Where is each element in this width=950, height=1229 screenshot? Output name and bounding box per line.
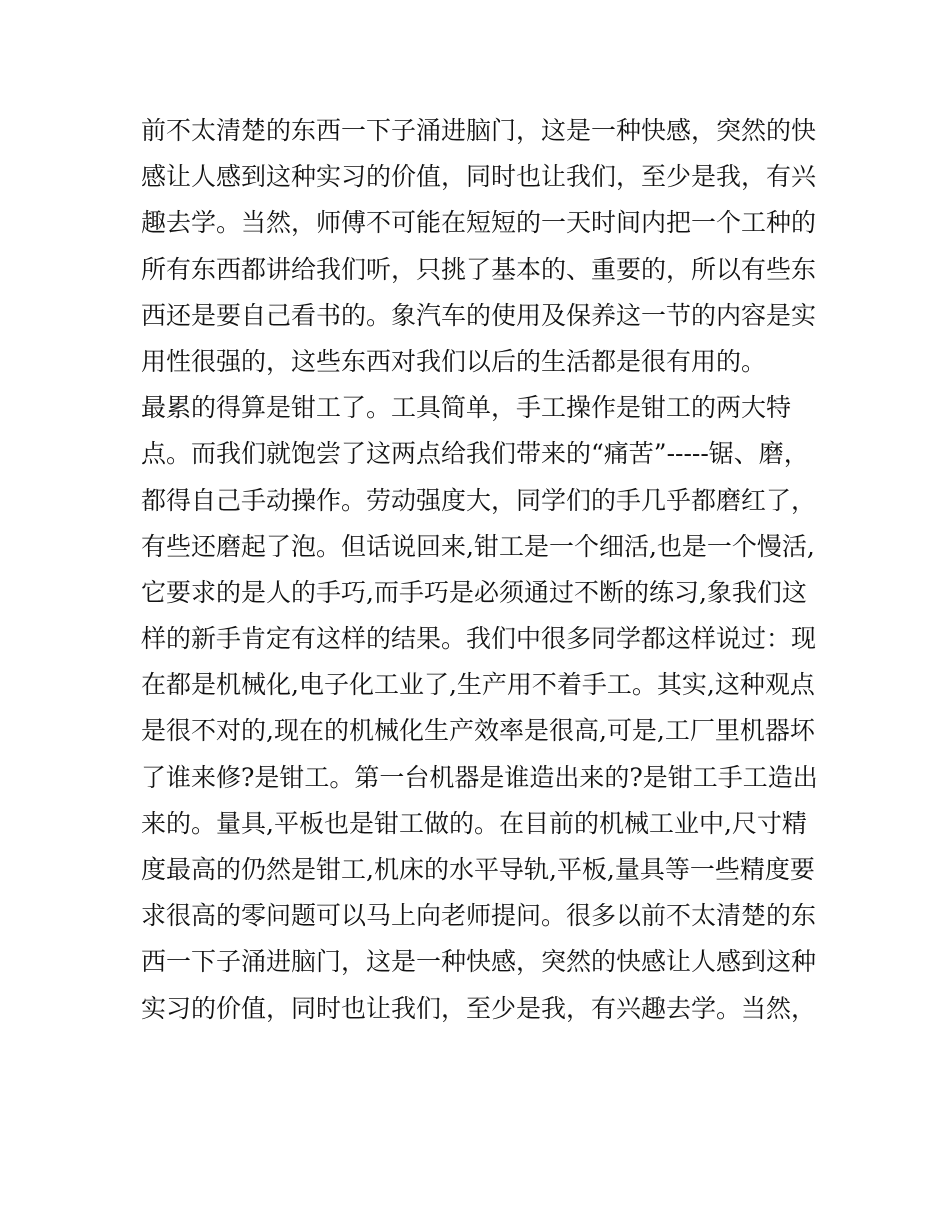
text-line: 它要求的是人的手巧,而手巧是必须通过不断的练习,象我们这 — [141, 577, 807, 607]
text-line: 实习的价值，同时也让我们，至少是我，有兴趣去学。当然， — [141, 993, 817, 1023]
text-line: 所有东西都讲给我们听，只挑了基本的、重要的，所以有些东 — [141, 254, 817, 284]
text-line: 感让人感到这种实习的价值，同时也让我们，至少是我，有兴 — [141, 162, 817, 192]
text-line: 都得自己手动操作。劳动强度大，同学们的手几乎都磨红了， — [141, 485, 817, 515]
text-line: 了谁来修?是钳工。第一台机器是谁造出来的?是钳工手工造出 — [141, 762, 818, 792]
document-body-text — [141, 108, 821, 1032]
text-line: 求很高的零问题可以马上向老师提问。很多以前不太清楚的东 — [141, 901, 817, 931]
text-line: 是很不对的,现在的机械化生产效率是很高,可是,工厂里机器坏 — [141, 716, 815, 746]
text-line: 来的。量具,平板也是钳工做的。在目前的机械工业中,尺寸精 — [141, 808, 807, 838]
text-line: 西一下子涌进脑门，这是一种快感，突然的快感让人感到这种 — [141, 947, 817, 977]
text-line: 度最高的仍然是钳工,机床的水平导轨,平板,量具等一些精度要 — [141, 855, 815, 884]
text-line: 用性很强的，这些东西对我们以后的生活都是很有用的。 — [141, 346, 767, 376]
text-line: 趣去学。当然，师傅不可能在短短的一天时间内把一个工种的 — [141, 208, 817, 238]
text-line: 西还是要自己看书的。象汽车的使用及保养这一节的内容是实 — [141, 300, 817, 330]
text-line: 最累的得算是钳工了。工具简单，手工操作是钳工的两大特 — [141, 393, 792, 423]
text-line: 点。而我们就饱尝了这两点给我们带来的“痛苦”-----锯、磨， — [141, 439, 809, 469]
text-line: 样的新手肯定有这样的结果。我们中很多同学都这样说过：现 — [141, 624, 817, 654]
text-line: 有些还磨起了泡。但话说回来,钳工是一个细活,也是一个慢活, — [141, 531, 815, 561]
text-line: 在都是机械化,电子化工业了,生产用不着手工。其实,这种观点 — [141, 670, 815, 700]
text-line: 前不太清楚的东西一下子涌进脑门，这是一种快感，突然的快 — [141, 116, 817, 145]
